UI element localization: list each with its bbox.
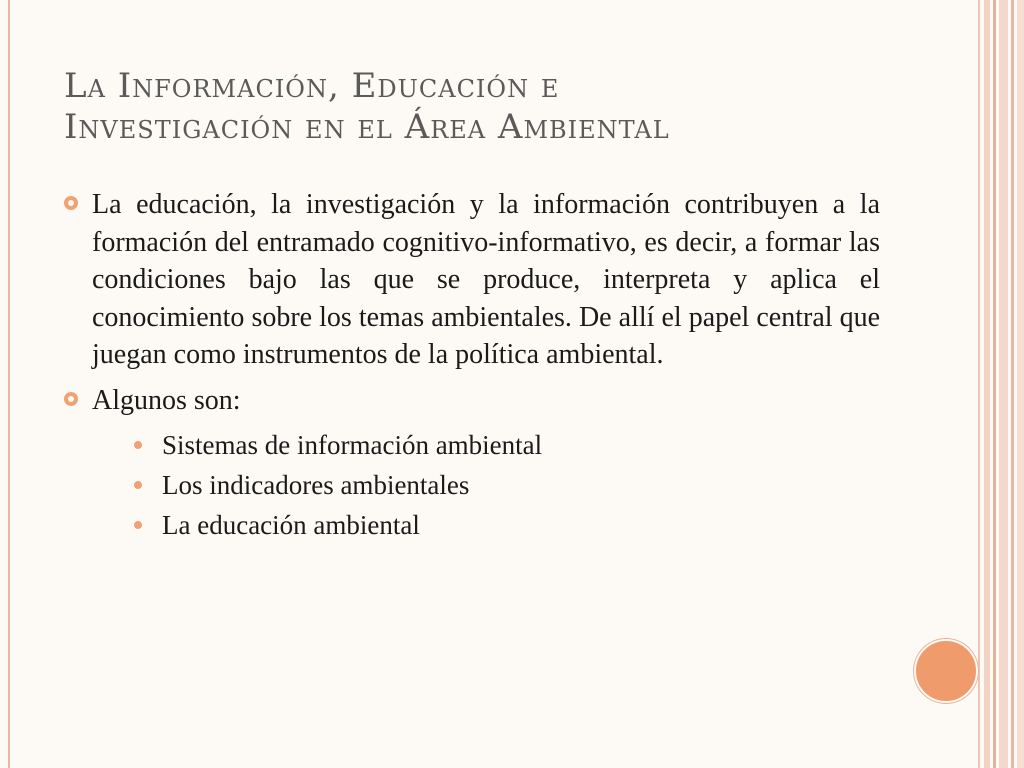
bullet-text: La educación, la investigación y la información contribuyen a la formación del entramado cognitivo-informativo, es decir, a formar las condiciones bajo las que se produce, interpreta y aplica el conocimiento sobre los temas ambientales. De allí el papel central que juegan como instrumentos de la política ambiental. xyxy=(92,189,880,370)
decorative-circle xyxy=(914,639,978,703)
right-stripe xyxy=(999,0,1008,768)
right-stripe xyxy=(978,0,980,768)
slide-content xyxy=(64,186,880,553)
sub-bullet-dot-icon xyxy=(134,441,142,449)
right-stripe xyxy=(984,0,990,768)
sub-list-item xyxy=(92,425,880,465)
sub-bullet-dot-icon xyxy=(134,481,142,489)
sub-list xyxy=(92,425,880,545)
sub-item-text: La educación ambiental xyxy=(162,510,420,540)
bullet-text: Algunos son: xyxy=(92,384,241,416)
sub-item-text: Los indicadores ambientales xyxy=(162,470,470,500)
sub-bullet-dot-icon xyxy=(134,521,142,529)
sub-list-item xyxy=(92,465,880,505)
slide-title-line-1: La Información, Educación e xyxy=(64,66,560,106)
sub-list-item xyxy=(92,505,880,545)
bullet-item xyxy=(64,186,880,374)
sub-item-text: Sistemas de información ambiental xyxy=(162,430,543,460)
bullet-circle-icon xyxy=(64,392,78,406)
slide-title xyxy=(64,66,944,148)
right-stripe xyxy=(1017,0,1024,768)
left-border-line xyxy=(8,0,10,768)
right-stripe xyxy=(993,0,996,768)
right-stripe xyxy=(1011,0,1014,768)
bullet-item xyxy=(64,382,880,546)
slide-title-line-2: Investigación en el Área Ambiental xyxy=(64,106,670,147)
bullet-circle-icon xyxy=(64,196,78,210)
